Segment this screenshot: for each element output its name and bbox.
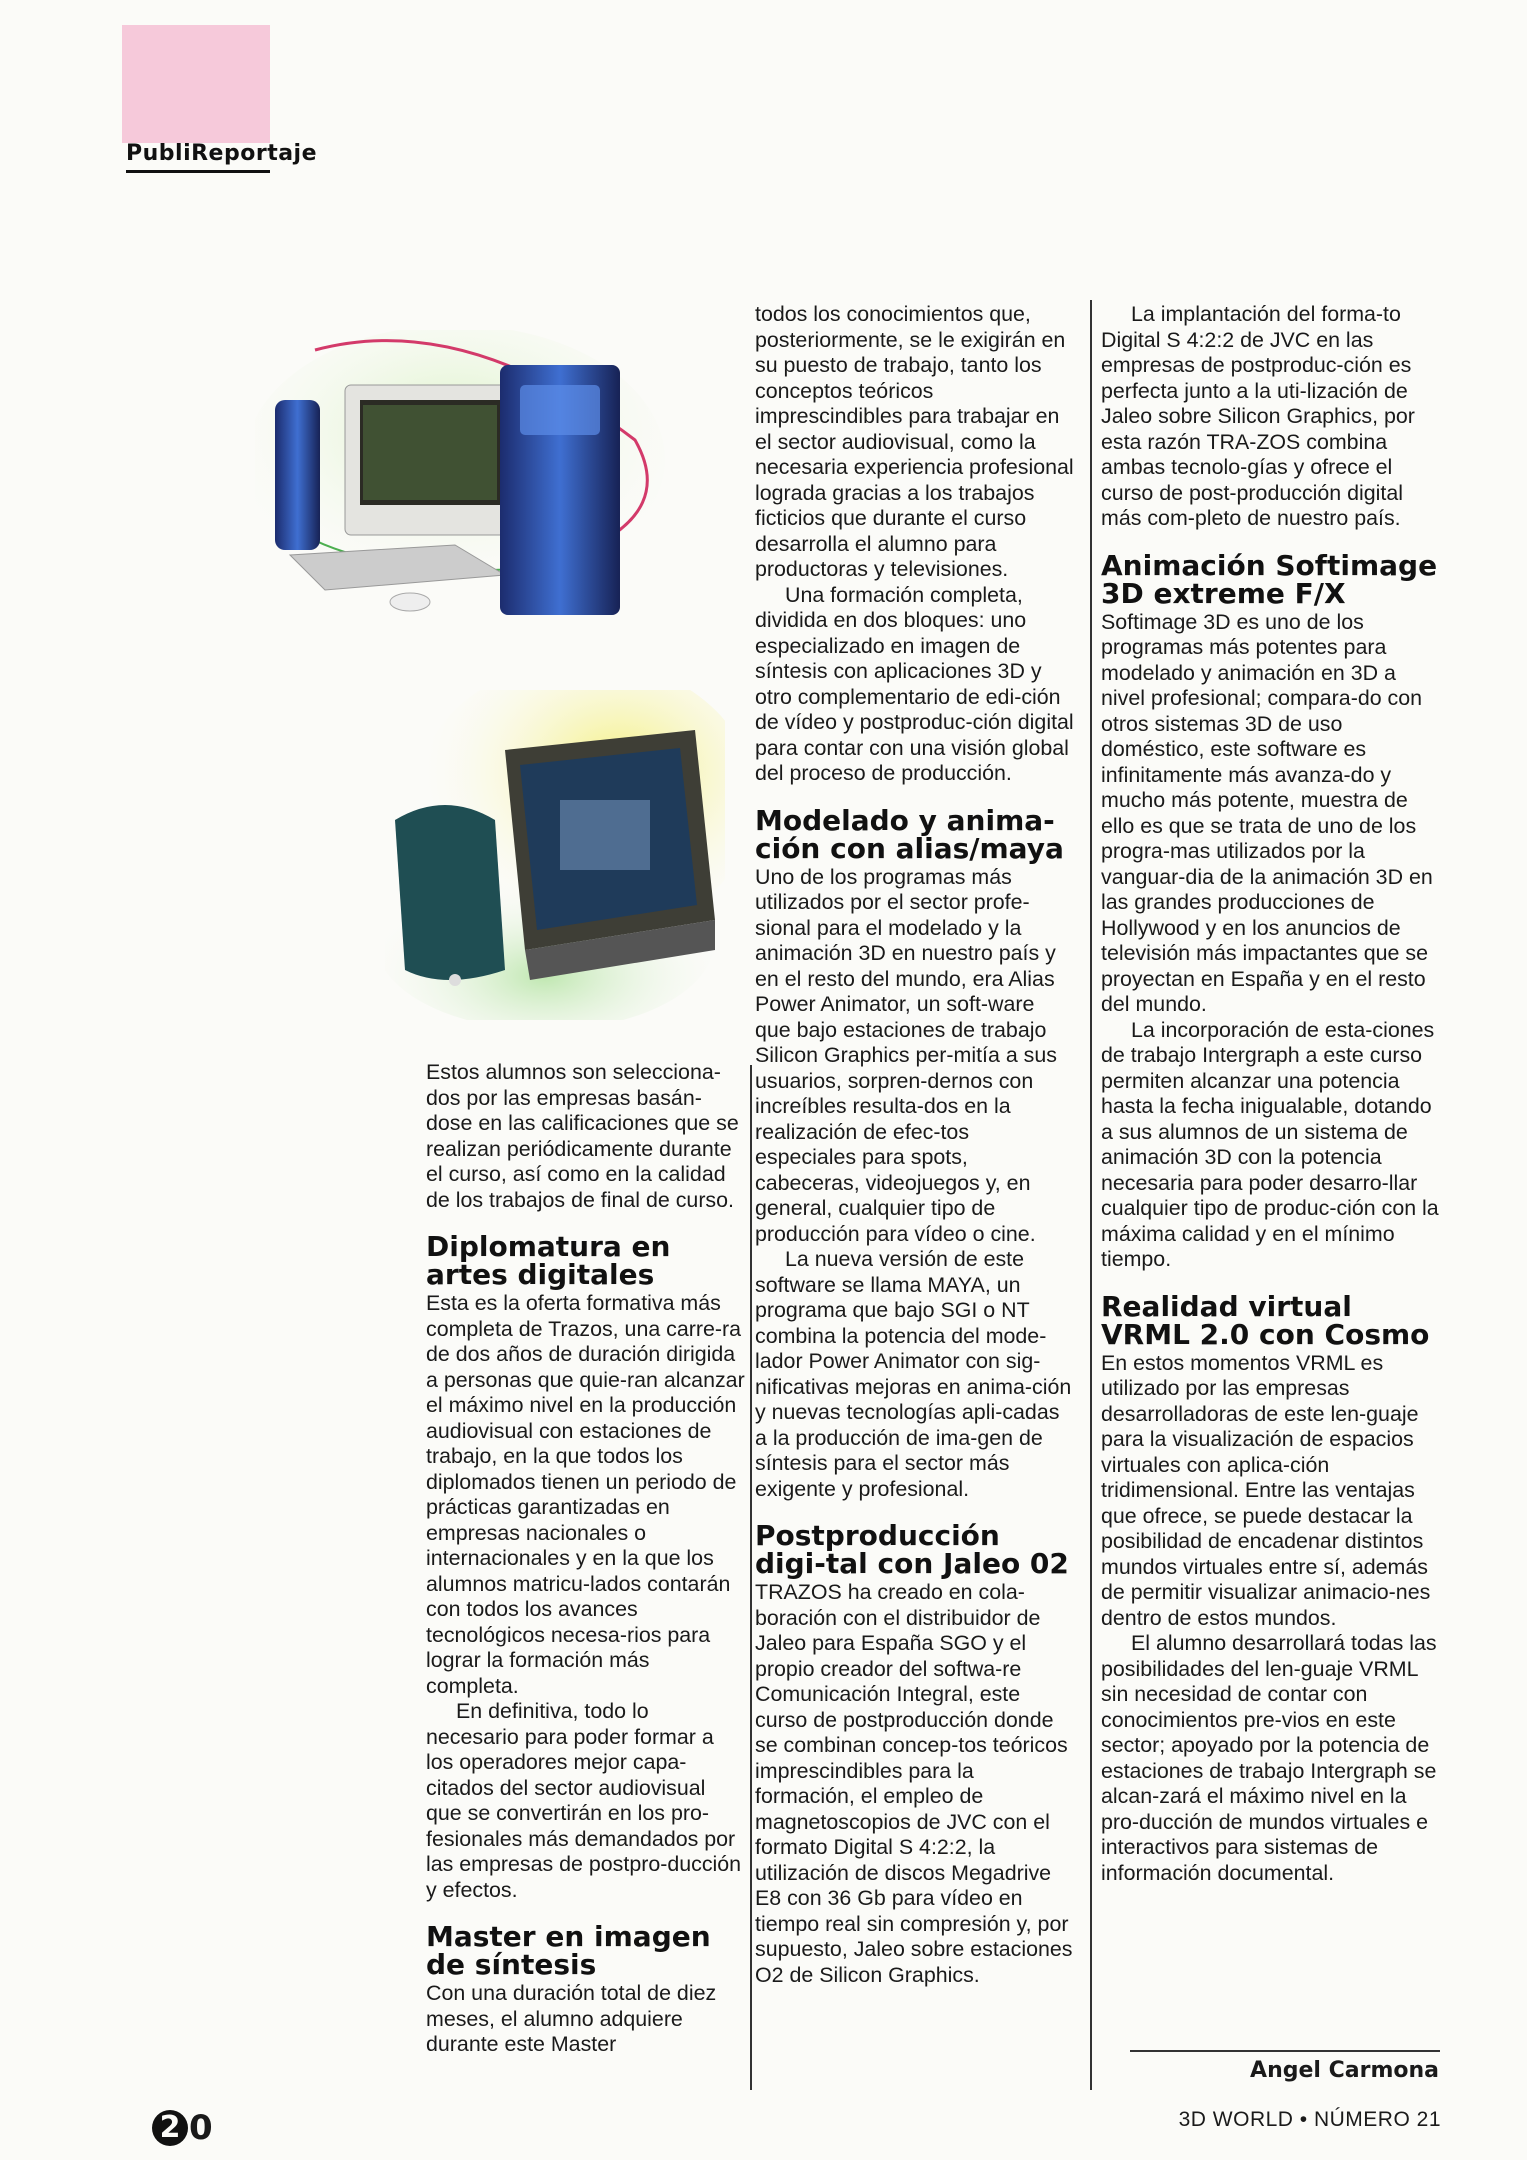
column-divider [750,1065,752,2090]
heading-master: Master en imagen de síntesis [426,1920,711,1981]
paragraph: En estos momentos VRML es utilizado por las empresas desarrolladoras de este len-guaje para la visualización de espacios virtuales con aplica-ción tridimensional. Entre las ventajas que ofrece, se puede destacar la posibilidad de encadenar distintos mundos virtuales entre sí, además de permitir visualizar animacio-nes dentro de estos mundos. [1101,1350,1431,1630]
paragraph: El alumno desarrollará todas las posibilidades del len-guaje VRML sin necesidad de contar con conocimientos pre-vios en este sector; apoyado por la potencia de estaciones de trabajo Intergraph se alcan-zará el máximo nivel en la pro-ducción de mundos virtuales e interactivos para sistemas de información documental. [1101,1631,1437,1885]
column-1 [426,1060,746,2058]
section-underline [126,170,270,173]
paragraph: todos los conocimientos que, posteriormente, se le exigirán en su puesto de trabajo, tanto los conceptos teóricos imprescindibles para trabajar en el sector audiovisual, como la necesaria experiencia profesional lograda gracias a los trabajos ficticios que durante el curso desarrolla el alumno para productoras y televisiones. [755,302,1074,581]
paragraph: Con una duración total de diez meses, el alumno adquiere durante este Master [426,1981,717,2056]
paragraph: Estos alumnos son selecciona-dos por las empresas basán-dose en las calificaciones que se realizan periódicamente durante el curso, así como en la calidad de los trabajos de final de curso. [426,1060,739,1212]
paragraph: Esta es la oferta formativa más completa de Trazos, una carre-ra de dos años de duración dirigida a personas que quie-ran alcanzar el máximo nivel en la producción audiovisual con estaciones de trabajo, en la que todos los diplomados tienen un periodo de prácticas garantizadas en empresas nacionales o internacionales y en la que los alumnos matricu-lados contarán con todos los avances tecnológicos necesa-rios para lograr la formación más completa. [426,1291,745,1698]
paragraph: Una formación completa, dividida en dos bloques: uno especializado en imagen de síntesis con aplicaciones 3D y otro complementario de edi-ción de vídeo y postproduc-ción digital para contar con una visión global del proceso de producción. [755,582,1074,785]
heading-postproduccion: Postproducción digi-tal con Jaleo 02 [755,1519,1069,1580]
paragraph: La implantación del forma-to Digital S 4:2:2 de JVC en las empresas de postproduc-ción es perfecta junto a la uti-lización de Jaleo sobre Silicon Graphics, por esta razón TRA-ZOS combina ambas tecnolo-gías y ofrece el curso de post-producción digital más com-pleto de nuestro país. [1101,302,1415,530]
paragraph: Softimage 3D es uno de los programas más potentes para modelado y animación en 3D a nivel profesional; compara-do con otros sistemas 3D de uso doméstico, este software es infinitamente más avanza-do y mucho más potente, muestra de ello es que se trata de uno de los progra-mas utilizados por la vanguar-dia de la animación 3D en las grandes producciones de Hollywood y en los anuncios de televisión más impactantes que se proyectan en España y en el resto del mundo. [1101,609,1433,1016]
heading-diplomatura: Diplomatura en artes digitales [426,1230,671,1291]
paragraph: Uno de los programas más utilizados por el sector profe-sional para el modelado y la animación 3D en nuestro país y en el resto del mundo, era Alias Power Animator, un soft-ware que bajo estaciones de trabajo Silicon Graphics per-mitía a sus usuarios, sorpren-dernos con increíbles resulta-dos en la realización de efec-tos especiales para spots, cabeceras, videojuegos y, en general, cualquier tipo de producción para vídeo o cine. [755,864,1057,1246]
column-3 [1101,302,1441,1886]
heading-modelado: Modelado y anima-ción con alias/maya [755,803,1064,865]
page-number-circle: 2 [152,2110,188,2146]
paragraph: La nueva versión de este software se llama MAYA, un programa que bajo SGI o NT combina la potencia del mode-lador Power Animator con sig-nificativas mejoras en anima-ción y nuevas tecnologías apli-cadas a la producción de ima-gen de síntesis para el sector más exigente y profesional. [755,1247,1072,1501]
byline: Angel Carmona [1250,2058,1439,2083]
header-color-block [122,25,270,143]
publication-footer: 3D WORLD • NÚMERO 21 [1178,2108,1441,2131]
byline-rule [1130,2050,1440,2052]
paragraph: TRAZOS ha creado en cola-boración con el distribuidor de Jaleo para España SGO y el propio creador del softwa-re Comunicación Integral, este curso de postproducción donde se combinan concep-tos teóricos imprescindibles para la formación, el empleo de magnetoscopios de JVC con el formato Digital S 4:2:2, la utilización de discos Megadrive E8 con 36 Gb para vídeo en tiempo real sin compresión y, por supuesto, Jaleo sobre estaciones O2 de Silicon Graphics. [755,1580,1073,1987]
page-number [152,2108,213,2148]
paragraph: La incorporación de esta-ciones de trabajo Intergraph a este curso permiten alcanzar una potencia hasta la fecha inigualable, dotando a sus alumnos de un sistema de animación 3D con la potencia necesaria para poder desarro-llar cualquier tipo de produc-ción con la máxima calidad y en el mínimo tiempo. [1101,1017,1439,1271]
column-2 [755,302,1075,1988]
column-divider [1090,300,1092,2090]
heading-softimage: Animación Softimage 3D extreme F/X [1101,548,1438,610]
monitor-photo [385,690,725,1020]
page-number-rest: 0 [189,2108,213,2148]
heading-realidad: Realidad virtual VRML 2.0 con Cosmo [1101,1289,1430,1351]
paragraph: En definitiva, todo lo necesario para poder formar a los operadores mejor capa-citados del sector audiovisual que se convertirán en los pro-fesionales más demandados por las empresas de postpro-ducción y efectos. [426,1699,742,1902]
section-tag: PubliReportaje [126,141,318,166]
workstation-photo [255,330,675,630]
